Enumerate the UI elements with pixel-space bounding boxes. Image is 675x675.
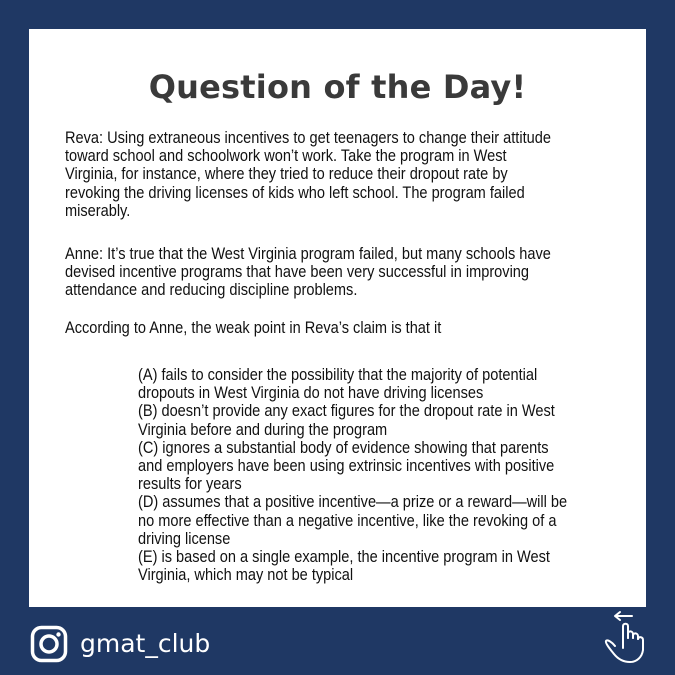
instagram-handle[interactable]: gmat_club <box>80 629 211 658</box>
option-b-line: Virginia before and during the program <box>138 420 388 439</box>
option-d-line: driving license <box>138 529 231 548</box>
reva-paragraph <box>65 129 565 220</box>
option-d-line: (D) assumes that a positive incentive—a prize or a reward—will be <box>138 493 568 512</box>
reva-line: revoking the driving licenses of kids who left school. The program failed <box>65 183 525 202</box>
option-e-line: Virginia, which may not be typical <box>138 566 354 585</box>
answer-options <box>138 366 588 584</box>
anne-line: devised incentive programs that have been very successful in improving <box>65 263 530 282</box>
option-a-line: dropouts in West Virginia do not have driving licenses <box>138 384 484 403</box>
option-c-line: results for years <box>138 475 242 494</box>
option-c-line: and employers have been using extrinsic incentives with positive <box>138 457 555 476</box>
option-e-line: (E) is based on a single example, the incentive program in West <box>138 548 550 567</box>
anne-paragraph <box>65 245 565 300</box>
option-c-line: (C) ignores a substantial body of evidence showing that parents <box>138 438 549 457</box>
instagram-icon[interactable] <box>30 625 68 663</box>
reva-line: miserably. <box>65 201 131 220</box>
reva-line: Reva: Using extraneous incentives to get teenagers to change their attitude <box>65 129 551 147</box>
option-d-line: no more effective than a negative incentive, like the revoking of a <box>138 511 557 530</box>
option-a-line: (A) fails to consider the possibility that the majority of potential <box>138 366 538 384</box>
anne-line: attendance and reducing discipline problems. <box>65 281 358 300</box>
swipe-hand-icon[interactable] <box>602 610 648 664</box>
reva-line: toward school and schoolwork won’t work. Take the program in West <box>65 147 507 166</box>
page-title: Question of the Day! <box>148 68 527 106</box>
option-b-line: (B) doesn’t provide any exact figures for the dropout rate in West <box>138 402 555 421</box>
anne-line: Anne: It’s true that the West Virginia program failed, but many schools have <box>65 245 551 263</box>
reva-line: Virginia, for instance, where they tried to reduce their dropout rate by <box>65 165 508 184</box>
question-stem: According to Anne, the weak point in Reva’s claim is that it <box>65 319 442 337</box>
